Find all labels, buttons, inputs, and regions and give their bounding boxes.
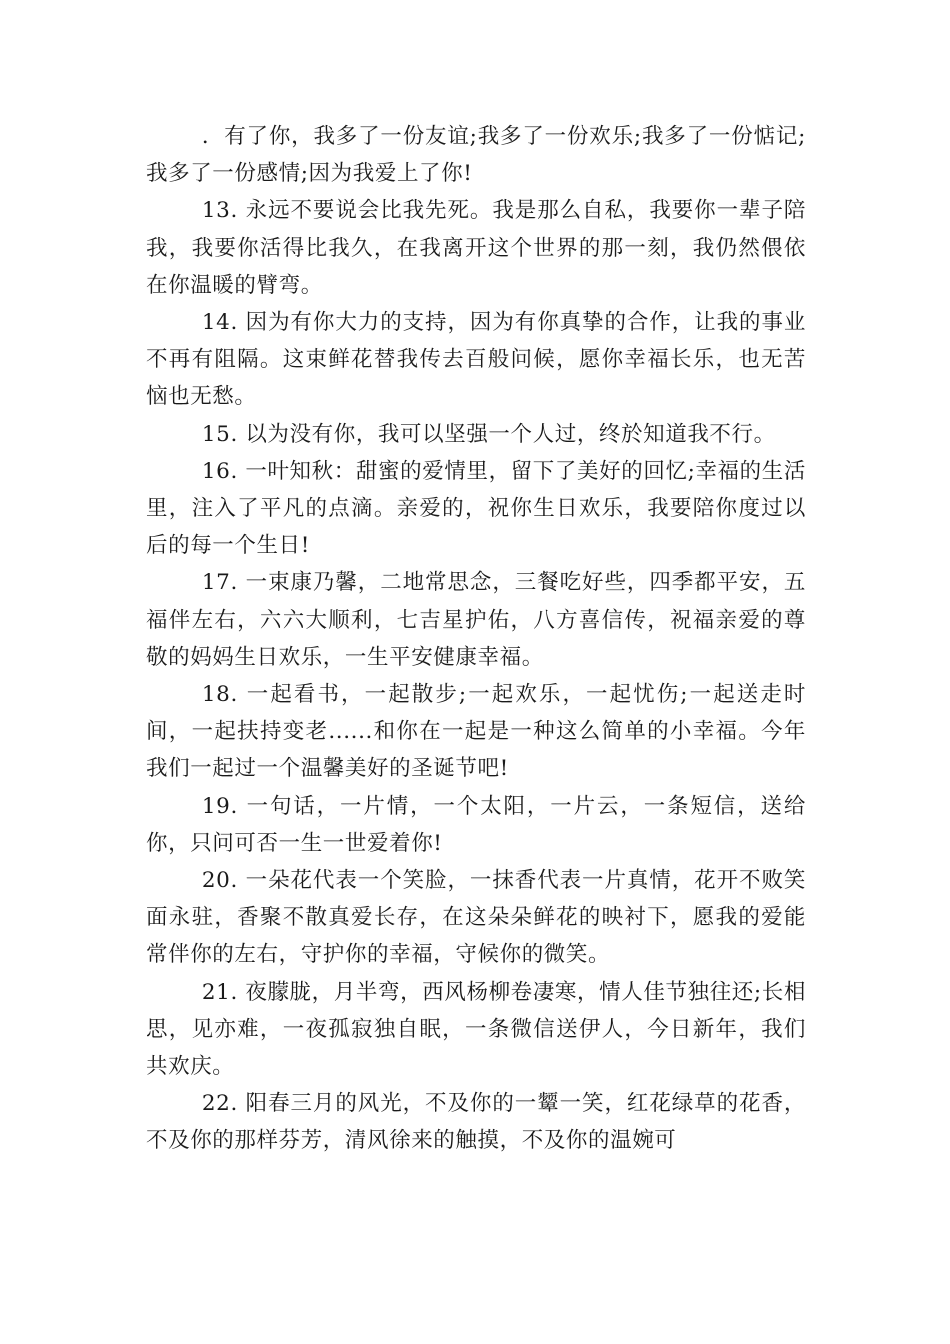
- paragraph-22: 22. 阳春三月的风光，不及你的一颦一笑，红花绿草的花香，不及你的那样芬芳，清风徐来的触摸，不及你的温婉可: [146, 1091, 806, 1154]
- paragraph-15: 15. 以为没有你，我可以坚强一个人过，终於知道我不行。: [201, 421, 776, 447]
- paragraph-13: 13. 永远不要说会比我先死。我是那么自私，我要你一辈子陪我，我要你活得比我久，在我离开这个世界的那一刻，我仍然偎依在你温暖的臂弯。: [146, 198, 806, 298]
- paragraph-18: 18. 一起看书，一起散步;一起欢乐，一起忧伤;一起送走时间，一起扶持变老......和你在一起是一种这么简单的小幸福。今年我们一起过一个温馨美好的圣诞节吧!: [146, 682, 806, 782]
- paragraph-14: 14. 因为有你大力的支持，因为有你真挚的合作，让我的事业不再有阻隔。这束鲜花替我传去百般问候，愿你幸福长乐，也无苦恼也无愁。: [146, 310, 806, 410]
- paragraph-19: 19. 一句话，一片情，一个太阳，一片云，一条短信，送给你，只问可否一生一世爱着你!: [146, 793, 806, 856]
- paragraph-21: 21. 夜朦胧，月半弯，西风杨柳卷凄寒，情人佳节独往还;长相思，见亦难，一夜孤寂独自眠，一条微信送伊人，今日新年，我们共欢庆。: [146, 979, 806, 1080]
- paragraph-16: 16. 一叶知秋：甜蜜的爱情里，留下了美好的回忆;幸福的生活里，注入了平凡的点滴。亲爱的，祝你生日欢乐，我要陪你度过以后的每一个生日!: [146, 458, 806, 559]
- paragraph-20: 20. 一朵花代表一个笑脸，一抹香代表一片真情，花开不败笑面永驻，香聚不散真爱长存，在这朵朵鲜花的映衬下，愿我的爱能常伴你的左右，守护你的幸福，守候你的微笑。: [146, 868, 806, 968]
- document-body: [146, 118, 806, 1160]
- paragraph-17: 17. 一束康乃馨，二地常思念，三餐吃好些，四季都平安，五福伴左右，六六大顺利，七吉星护佑，八方喜信传，祝福亲爱的尊敬的妈妈生日欢乐，一生平安健康幸福。: [146, 570, 806, 670]
- paragraph-intro: ．有了你，我多了一份友谊;我多了一份欢乐;我多了一份惦记;我多了一份感情;因为我爱上了你!: [146, 124, 806, 187]
